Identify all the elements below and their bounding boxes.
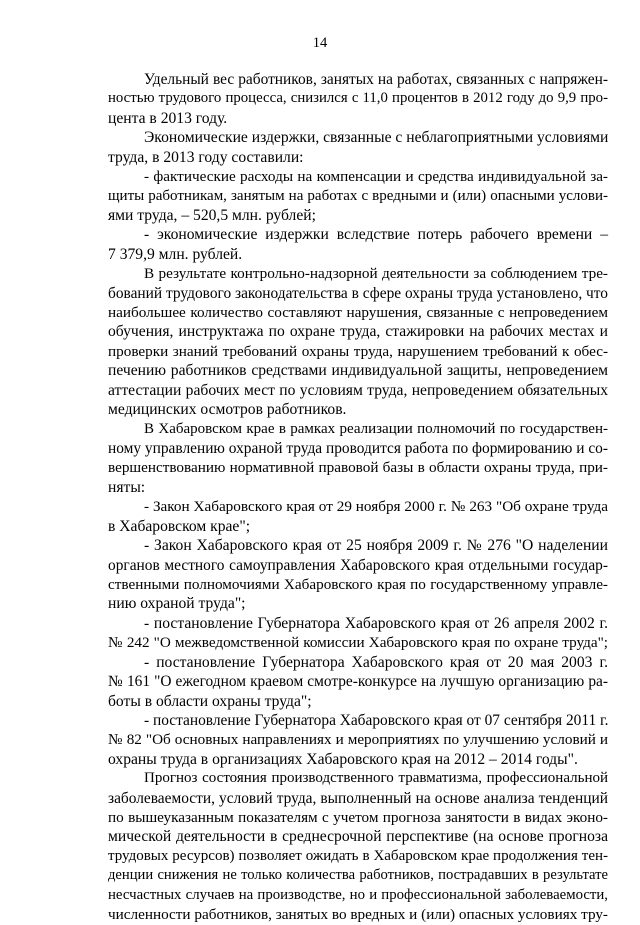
text-line: Удельный вес работников, занятых на работах, связанных с напряжен- (144, 71, 608, 88)
text-line: няты: (108, 478, 146, 496)
text-line: вершенствованию нормативной правовой базы в области охраны труда, при- (108, 459, 608, 477)
text-line: медицинских осмотров работников. (108, 401, 347, 419)
text-line: нию охраной труда"; (108, 595, 246, 613)
text-line: несчастных случаев на производстве, но и профессиональной заболеваемости, (108, 886, 608, 903)
text-line: численности работников, занятых во вредных и (или) опасных условиях тру- (108, 906, 608, 924)
text-line: Прогноз состояния производственного травматизма, профессиональной (144, 770, 608, 787)
text-line: Экономические издержки, связанные с неблагоприятными условиями (144, 129, 609, 147)
text-line: В Хабаровском крае в рамках реализации полномочий по государствен- (144, 420, 608, 437)
text-line: охраны труда в организациях Хабаровского края на 2012 – 2014 годы". (108, 750, 578, 768)
text-line: боты в области охраны труда"; (108, 692, 312, 710)
text-line: ностью трудового процесса, снизился с 11,0 процентов в 2012 году до 9,9 про- (108, 90, 608, 107)
text-line: - Закон Хабаровского края от 25 ноября 2009 г. № 276 "О наделении (144, 537, 608, 555)
text-line: В результате контрольно-надзорной деятельности за соблюдением тре- (144, 265, 608, 283)
text-line: органов местного самоуправления Хабаровского края отдельными государ- (108, 556, 608, 574)
page-number: 14 (312, 35, 328, 51)
text-line: ному управлению охраной труда проводится работа по формированию и со- (108, 440, 608, 458)
text-line: проверки знаний требований охраны труда, нарушением требований к обес- (108, 342, 608, 360)
text-line: денции снижения не только количества работников, пострадавших в результате (108, 867, 608, 884)
text-line: - Закон Хабаровского края от 29 ноября 2000 г. № 263 "Об охране труда (144, 498, 608, 516)
text-line: - постановление Губернатора Хабаровского края от 07 сентября 2011 г. (144, 711, 609, 729)
text-line: наибольшее количество составляют нарушения, связанные с непроведением (108, 304, 608, 322)
text-line: - постановление Губернатора Хабаровского края от 20 мая 2003 г. (144, 653, 608, 671)
text-line: - экономические издержки вследствие потерь рабочего времени – (144, 226, 608, 244)
text-line: ями труда, – 520,5 млн. рублей; (108, 206, 316, 224)
text-line: бований трудового законодательства в сфере охраны труда установлено, что (108, 284, 608, 302)
text-line: в Хабаровском крае"; (108, 517, 251, 535)
text-line: обучения, инструктажа по охране труда, стажировки на рабочих местах и (108, 323, 608, 341)
text-line: ственными полномочиями Хабаровского края по государственному управле- (108, 575, 608, 593)
text-line: мической деятельности в среднесрочной перспективе (на основе прогноза (108, 828, 608, 846)
text-line: 7 379,9 млн. рублей. (108, 245, 243, 263)
text-line: № 82 "Об основных направлениях и мероприятиях по улучшению условий и (108, 731, 608, 749)
text-line: № 161 "О ежегодном краевом смотре-конкурсе на лучшую организацию ра- (108, 673, 608, 691)
text-line: печению работников средствами индивидуальной защиты, непроведением (108, 362, 608, 380)
text-line: - фактические расходы на компенсации и средства индивидуальной за- (144, 168, 608, 186)
text-line: заболеваемости, условий труда, выполненный на основе анализа тенденций (108, 789, 608, 807)
text-line: труда, в 2013 году составили: (108, 148, 304, 166)
text-line: щиты работникам, занятым на работах с вредными и (или) опасными услови- (108, 187, 608, 204)
text-line: аттестации рабочих мест по условиям труда, непроведением обязательных (108, 381, 608, 399)
document-body (108, 70, 608, 925)
text-line: трудовых ресурсов) позволяет ожидать в Хабаровском крае продолжения тен- (108, 847, 608, 864)
text-line: № 242 "О межведомственной комиссии Хабаровского края по охране труда"; (108, 634, 608, 652)
text-line: - постановление Губернатора Хабаровского края от 26 апреля 2002 г. (144, 614, 608, 632)
text-line: по вышеуказанным показателям с учетом прогноза занятости в видах эконо- (108, 809, 608, 827)
text-line: цента в 2013 году. (108, 109, 228, 127)
